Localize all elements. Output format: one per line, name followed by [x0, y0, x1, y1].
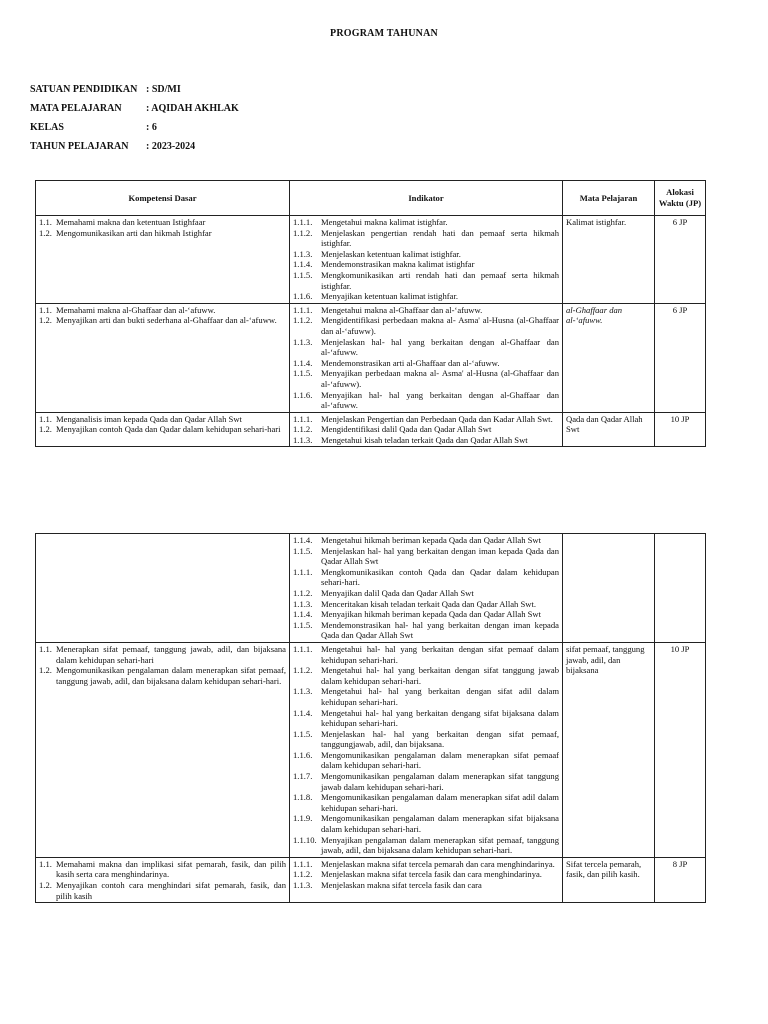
item-number: 1.1.6. [293, 749, 313, 760]
list-item [293, 535, 559, 546]
list-item [293, 390, 559, 411]
item-text: Mengomunikasikan arti dan hikmah Istighfar [56, 227, 212, 238]
indikator-cell [290, 303, 563, 412]
item-text: Mengetahui hal- hal yang berkaitan dengang sifat bijaksana dalam kehidupan sehari-hari. [321, 707, 559, 729]
item-text: Menceritakan kisah teladan terkait Qada dan Qadar Allah Swt. [321, 598, 537, 609]
item-number: 1.1.3. [293, 248, 313, 259]
meta-row [30, 122, 239, 141]
item-text: Menganalisis iman kepada Qada dan Qadar Allah Swt [56, 413, 242, 424]
item-text: Mengkomunikasikan arti rendah hati dan pemaaf serta hikmah istighfar. [321, 269, 559, 291]
alokasi-waktu-cell: 6 JP [655, 216, 706, 304]
item-number: 1.2. [39, 424, 52, 435]
item-text: Mengomunikasikan pengalaman dalam menerapkan sifat tanggung jawab dalam kehidupan sehari-hari. [321, 771, 559, 792]
meta-row [30, 141, 239, 160]
list-item [39, 424, 286, 435]
meta-row [30, 103, 239, 122]
indikator-cell [290, 412, 563, 447]
item-text: Mengomunikasikan pengalaman dalam menerapkan sifat pemaaf dalam kehidupan sehari-hari. [321, 749, 559, 771]
item-text: Menjelaskan makna sifat tercela fasik dan cara [321, 880, 482, 890]
list-item [39, 880, 286, 901]
item-number: 1.2. [39, 315, 52, 326]
list-item [293, 644, 559, 665]
item-number: 1.1.4. [293, 707, 313, 718]
list-item [39, 305, 286, 316]
list-item [293, 228, 559, 249]
table-row [36, 857, 706, 902]
list-item [293, 424, 559, 435]
item-number: 1.1.5. [293, 368, 313, 379]
mata-pelajaran-cell: al-Ghaffaar dan al-‘afuww. [563, 303, 655, 412]
item-text: Menjelaskan makna sifat tercela pemarah dan cara menghindarinya. [321, 858, 555, 869]
item-text: Mendemonstrasikan arti al-Ghaffaar dan al-‘afuww. [321, 357, 500, 368]
item-number: 1.1.3. [293, 598, 313, 609]
meta-label: KELAS [30, 122, 64, 133]
item-number: 1.1. [39, 858, 52, 869]
kompetensi-dasar-cell [36, 216, 290, 304]
item-text: Menyajikan ketentuan kalimat istighfar. [321, 291, 458, 302]
item-number: 1.1.9. [293, 813, 313, 824]
item-number: 1.1.2. [293, 665, 313, 676]
program-table-page-1 [35, 180, 706, 447]
item-text: Mengkomunikasikan contoh Qada dan Qadar dalam kehidupan sehari-hari. [321, 566, 559, 588]
list-item [293, 270, 559, 291]
item-text: Menyajikan perbedaan makna al- Asma' al-Husna (al-Ghaffaar dan al-‘afuww). [321, 368, 559, 389]
item-text: Menjelaskan ketentuan kalimat istighfar. [321, 248, 461, 259]
item-number: 1.1.4. [293, 535, 313, 545]
mata-pelajaran-cell: sifat pemaaf, tanggung jawab, adil, dan bijaksana [563, 642, 655, 857]
list-item [293, 620, 559, 641]
list-item [293, 835, 559, 856]
table-row [36, 642, 706, 857]
item-number: 1.1.3. [293, 336, 313, 347]
list-item [293, 813, 559, 834]
item-number: 1.1.6. [293, 389, 313, 400]
item-text: Menjelaskan hal- hal yang berkaitan dengan iman kepada Qada dan Qadar Allah Swt [321, 545, 559, 567]
list-item [293, 291, 559, 302]
kompetensi-dasar-cell [36, 412, 290, 447]
item-number: 1.1. [39, 217, 52, 227]
item-number: 1.1.1. [293, 566, 313, 577]
item-number: 1.1.2. [293, 424, 313, 435]
list-item [293, 880, 559, 891]
alokasi-waktu-cell: 6 JP [655, 303, 706, 412]
item-text: Mendemonstrasikan makna kalimat istighfar [321, 259, 475, 270]
alokasi-waktu-cell: 10 JP [655, 412, 706, 447]
page-title: PROGRAM TAHUNAN [330, 28, 438, 39]
item-text: Mengetahui makna al-Ghaffaar dan al-‘afuww. [321, 304, 483, 315]
table-row [36, 412, 706, 447]
item-text: Mengidentifikasi dalil Qada dan Qadar Allah Swt [321, 424, 492, 435]
meta-value: : 6 [146, 122, 157, 133]
item-text: Mengetahui hal- hal yang berkaitan dengan sifat pemaaf dalam kehidupan sehari-hari. [321, 643, 559, 665]
item-number: 1.1.1. [293, 413, 313, 424]
meta-row [30, 84, 239, 103]
list-item [293, 546, 559, 567]
item-number: 1.1.5. [293, 269, 313, 280]
header-alokasi-waktu: Alokasi Waktu (JP) [655, 181, 706, 216]
list-item [293, 686, 559, 707]
item-number: 1.1.1. [293, 858, 313, 869]
meta-label: MATA PELAJARAN [30, 103, 122, 114]
item-number: 1.1.4. [293, 357, 313, 368]
item-text: Menjelaskan pengertian rendah hati dan pemaaf serta hikmah istighfar. [321, 227, 559, 249]
item-number: 1.1.1. [293, 217, 313, 227]
list-item [39, 644, 286, 665]
item-text: Mengetahui hal- hal yang berkaitan dengan sifat tanggung jawab dalam kehidupan sehari-hari. [321, 665, 559, 686]
list-item [293, 567, 559, 588]
item-text: Memahami makna dan implikasi sifat pemarah, fasik, dan pilih kasih serta cara menghindarinya. [56, 858, 286, 880]
list-item [39, 859, 286, 880]
document-meta [30, 84, 239, 160]
list-item [293, 729, 559, 750]
alokasi-waktu-cell: 10 JP [655, 642, 706, 857]
item-number: 1.1.3. [293, 880, 313, 890]
item-number: 1.2. [39, 227, 52, 238]
item-number: 1.1.4. [293, 609, 313, 620]
item-text: Memahami makna al-Ghaffaar dan al-‘afuww. [56, 304, 216, 315]
item-text: Menyajikan contoh Qada dan Qadar dalam kehidupan sehari-hari [56, 424, 281, 435]
item-text: Menerapkan sifat pemaaf, tanggung jawab, adil, dan bijaksana dalam kehidupan sehari-hari [56, 643, 286, 665]
list-item [39, 228, 286, 239]
list-item [293, 750, 559, 771]
meta-value: : 2023-2024 [146, 141, 196, 152]
item-number: 1.2. [39, 665, 52, 676]
table-header-row [36, 181, 706, 216]
item-number: 1.1.2. [293, 315, 313, 326]
meta-label: SATUAN PENDIDIKAN [30, 84, 138, 95]
item-number: 1.1. [39, 304, 52, 315]
mata-pelajaran-cell: Kalimat istighfar. [563, 216, 655, 304]
item-text: Menjelaskan hal- hal yang berkaitan dengan sifat pemaaf, tanggungjawab, adil, dan bijaksana. [321, 728, 559, 750]
list-item [39, 414, 286, 425]
mata-pelajaran-cell: Sifat tercela pemarah, fasik, dan pilih kasih. [563, 857, 655, 902]
header-indikator: Indikator [290, 181, 563, 216]
meta-label: TAHUN PELAJARAN [30, 141, 129, 152]
item-number: 1.1.6. [293, 291, 313, 302]
item-number: 1.1.8. [293, 792, 313, 803]
item-text: Menjelaskan hal- hal yang berkaitan dengan al-Ghaffaar dan al-‘afuww. [321, 336, 559, 358]
item-number: 1.1.10. [293, 834, 317, 845]
item-number: 1.1.3. [293, 434, 313, 445]
list-item [293, 358, 559, 369]
item-number: 1.1.5. [293, 728, 313, 739]
list-item [293, 792, 559, 813]
header-kompetensi-dasar: Kompetensi Dasar [36, 181, 290, 216]
item-number: 1.2. [39, 880, 52, 890]
list-item [293, 771, 559, 792]
item-number: 1.1.5. [293, 545, 313, 556]
list-item [293, 869, 559, 880]
item-number: 1.1.2. [293, 869, 313, 880]
item-text: Mengomunikasikan pengalaman dalam menerapkan sifat adil dalam kehidupan sehari-hari. [321, 792, 559, 813]
kompetensi-dasar-cell [36, 857, 290, 902]
program-table-page-2 [35, 533, 706, 903]
item-number: 1.1.1. [293, 643, 313, 654]
list-item [293, 315, 559, 336]
kompetensi-dasar-cell [36, 534, 290, 643]
list-item [293, 435, 559, 446]
item-text: Mengetahui makna kalimat istighfar. [321, 217, 448, 227]
item-number: 1.1.2. [293, 227, 313, 238]
item-text: Menjelaskan Pengertian dan Perbedaan Qada dan Kadar Allah Swt. [321, 413, 553, 424]
indikator-cell [290, 534, 563, 643]
meta-value: : AQIDAH AKHLAK [146, 103, 239, 114]
list-item [293, 665, 559, 686]
list-item [293, 217, 559, 228]
mata-pelajaran-cell [563, 534, 655, 643]
kompetensi-dasar-cell [36, 642, 290, 857]
item-text: Mendemonstrasikan hal- hal yang berkaitan dengan iman kepada Qada dan Qadar Allah Swt [321, 619, 559, 641]
list-item [293, 337, 559, 358]
item-text: Mengomunikasikan pengalaman dalam menerapkan sifat bijaksana dalam kehidupan sehari-hari. [321, 813, 559, 835]
item-text: Menyajikan dalil Qada dan Qadar Allah Swt [321, 587, 474, 598]
list-item [293, 249, 559, 260]
list-item [293, 859, 559, 870]
item-number: 1.1.1. [293, 304, 313, 315]
alokasi-waktu-cell [655, 534, 706, 643]
item-text: Menyajikan hal- hal yang berkaitan dengan al-Ghaffaar dan al-‘afuww. [321, 389, 559, 411]
mata-pelajaran-cell: Qada dan Qadar Allah Swt [563, 412, 655, 447]
item-number: 1.1.2. [293, 587, 313, 598]
item-number: 1.1.5. [293, 619, 313, 630]
item-text: Mengetahui hal- hal yang berkaitan dengan sifat adil dalam kehidupan sehari-hari. [321, 686, 559, 707]
header-mata-pelajaran: Mata Pelajaran [563, 181, 655, 216]
item-text: Memahami makna dan ketentuan Istighfaar [56, 217, 206, 227]
list-item [293, 259, 559, 270]
list-item [39, 217, 286, 228]
item-number: 1.1.3. [293, 686, 313, 697]
indikator-cell [290, 216, 563, 304]
meta-value: : SD/MI [146, 84, 181, 95]
list-item [293, 609, 559, 620]
item-text: Mengomunikasikan pengalaman dalam menerapkan sifat pemaaf, tanggung jawab, adil, dan bijaksana dalam kehidupan sehari-hari. [56, 665, 286, 686]
table-row [36, 216, 706, 304]
item-text: Menyajikan arti dan bukti sederhana al-Ghaffaar dan al-‘afuww. [56, 315, 277, 326]
item-text: Mengetahui hikmah beriman kepada Qada dan Qadar Allah Swt [321, 535, 542, 545]
item-text: Mengetahui kisah teladan terkait Qada dan Qadar Allah Swt [321, 434, 528, 445]
table-row [36, 534, 706, 643]
list-item [293, 368, 559, 389]
item-number: 1.1. [39, 413, 52, 424]
indikator-cell [290, 642, 563, 857]
item-text: Menyajikan hikmah beriman kepada Qada dan Qadar Allah Swt [321, 609, 542, 620]
indikator-cell [290, 857, 563, 902]
alokasi-waktu-cell: 8 JP [655, 857, 706, 902]
list-item [293, 588, 559, 599]
item-text: Menyajikan contoh cara menghindari sifat pemarah, fasik, dan pilih kasih [56, 880, 286, 901]
item-text: Menjelaskan makna sifat tercela fasik dan cara menghindarinya. [321, 869, 542, 880]
table-row [36, 303, 706, 412]
list-item [293, 305, 559, 316]
list-item [39, 665, 286, 686]
item-text: Mengidentifikasi perbedaan makna al- Asma' al-Husna (al-Ghaffaar dan al-‘afuww). [321, 315, 559, 336]
item-number: 1.1.7. [293, 771, 313, 782]
kompetensi-dasar-cell [36, 303, 290, 412]
item-text: Menyajikan pengalaman dalam menerapkan sifat pemaaf, tanggung jawab, adil, dan bijaksana dalam kehidupan sehari-hari. [321, 834, 559, 856]
item-number: 1.1.4. [293, 259, 313, 270]
list-item [293, 708, 559, 729]
list-item [293, 599, 559, 610]
list-item [39, 315, 286, 326]
item-number: 1.1. [39, 643, 52, 654]
list-item [293, 414, 559, 425]
